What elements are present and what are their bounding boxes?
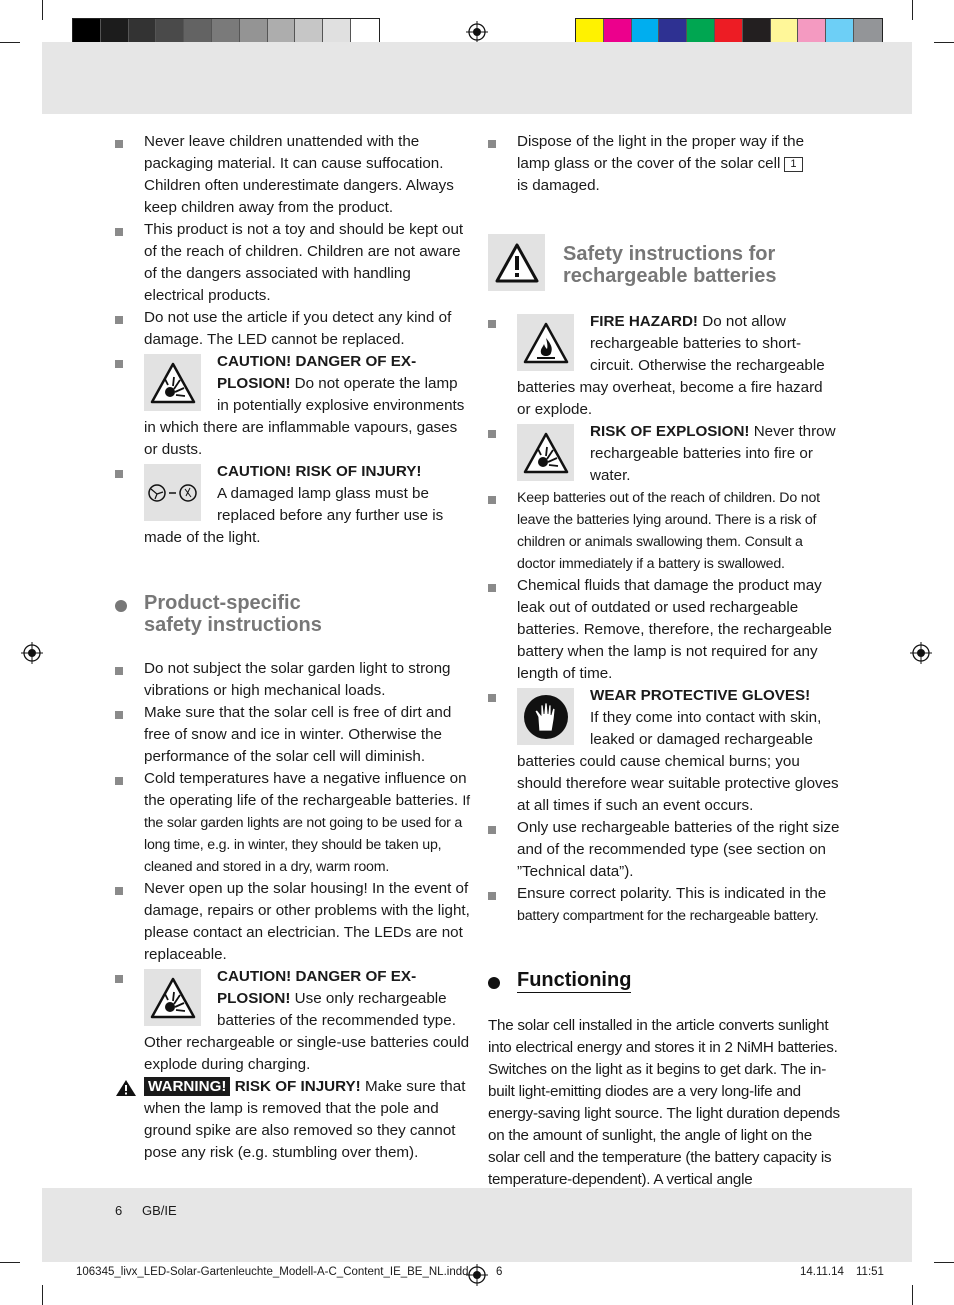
list-item xyxy=(115,658,470,702)
list-item xyxy=(488,817,840,883)
warning-triangle-icon xyxy=(115,1079,137,1097)
list-item xyxy=(488,575,840,685)
slug-page: 6 xyxy=(496,1266,503,1278)
list-item xyxy=(115,219,470,307)
page-number: 6 xyxy=(115,1203,123,1218)
list-item-text: Keep batteries out of the reach of children. Do not leave the batteries lying around. There is a risk of children or animals swallowing them. Consult a doctor immediately if a battery is swallowed. xyxy=(517,490,820,572)
caution-title: RISK OF EXPLOSION! xyxy=(590,423,750,440)
registration-mark-icon xyxy=(21,642,43,664)
caution-text: Never throw rechargeable batteries into fire or water. xyxy=(590,423,836,484)
caution-injury-item xyxy=(115,461,470,549)
caution-title: FIRE HAZARD! xyxy=(590,313,698,330)
caution-title: CAUTION! DANGER OF EX-PLOSION! xyxy=(217,353,417,392)
section-title: Safety instructions for rechargeable batteries xyxy=(563,243,777,287)
caution-text: A damaged lamp glass must be replaced before any further use is made of the light. xyxy=(144,485,444,546)
bullet-square-icon xyxy=(488,140,496,148)
caution-text: If they come into contact with skin, leaked or damaged rechargeable batteries could cause chemical burns; you should therefore wear suitable protective gloves at all times if such an event occurs. xyxy=(517,709,839,814)
caution-title: CAUTION! RISK OF INJURY! xyxy=(217,463,422,480)
caution-text: Do not operate the lamp in potentially explosive environments in which there are inflammable vapours, gases or dusts. xyxy=(144,375,465,458)
protective-gloves-item xyxy=(488,685,840,817)
bullet-square-icon xyxy=(115,140,123,148)
bullet-square-icon xyxy=(488,430,496,438)
functioning-heading xyxy=(488,969,840,993)
bullet-square-icon xyxy=(115,887,123,895)
crop-mark xyxy=(934,42,954,43)
bullet-square-icon xyxy=(488,584,496,592)
caution-text: Use only rechargeable batteries of the recommended type. Other rechargeable or single-use batteries could explode during charging. xyxy=(144,990,470,1073)
caution-explosion-item xyxy=(115,966,470,1076)
list-item xyxy=(115,878,470,966)
header-band xyxy=(42,42,912,114)
list-item-text: Only use rechargeable batteries of the right size and of the recommended type (see section on ”Technical data”). xyxy=(517,819,840,880)
list-item xyxy=(115,768,470,878)
section-title: Functioning xyxy=(517,969,632,991)
list-item-text: Never leave children unattended with the packaging material. It can cause suffocation. Children often underestimate dangers. Always keep children away from the product. xyxy=(144,133,454,216)
slug-date: 14.11.14 xyxy=(800,1266,844,1278)
section-title: Product-specific safety instructions xyxy=(144,592,322,636)
battery-safety-heading xyxy=(488,234,840,292)
explosion-warning-icon xyxy=(144,354,201,411)
crop-mark xyxy=(912,0,913,20)
list-item-text: Make sure that the solar cell is free of dirt and free of snow and ice in winter. Otherwise the performance of the solar cell will diminish. xyxy=(144,704,452,765)
bullet-square-icon xyxy=(115,360,123,368)
broken-glass-replace-icon xyxy=(144,464,201,521)
functioning-paragraph: The solar cell installed in the article converts sunlight into electrical energy and stores it in 2 NiMH batteries. Switches on the light as it begins to get dark. The in-built light-emitting diodes are a very long-life and energy-saving light source. The light duration depends on the amount of sunlight, the angle of light on the solar cell and the temperature (the battery capacity is temperature-dependent). A vertical angle xyxy=(488,1017,840,1188)
heading-dot-icon xyxy=(488,977,500,989)
bullet-square-icon xyxy=(488,826,496,834)
right-column xyxy=(488,131,840,1191)
footer-band xyxy=(42,1188,912,1262)
bullet-square-icon xyxy=(115,777,123,785)
caution-title: WEAR PROTECTIVE GLOVES! xyxy=(590,687,811,704)
explosion-warning-icon xyxy=(144,969,201,1026)
heading-dot-icon xyxy=(115,600,127,612)
bullet-square-icon xyxy=(115,975,123,983)
crop-mark xyxy=(0,42,20,43)
list-item-text: Do not use the article if you detect any kind of damage. The LED cannot be replaced. xyxy=(144,309,452,348)
list-item xyxy=(115,131,470,219)
section-heading xyxy=(115,592,470,636)
list-item-text: Cold temperatures have a negative influence on the operating life of the rechargeable batteries. xyxy=(144,770,467,809)
list-item-text: This product is not a toy and should be kept out of the reach of children. Children are not aware of the dangers associated with handling electrical products. xyxy=(144,221,464,304)
list-item-text: battery compartment for the rechargeable battery. xyxy=(517,908,819,924)
fire-hazard-item xyxy=(488,311,840,421)
list-item xyxy=(115,307,470,351)
list-item-text: Do not subject the solar garden light to strong vibrations or high mechanical loads. xyxy=(144,660,451,699)
registration-mark-icon xyxy=(910,642,932,664)
warning-text: Make sure that when the lamp is removed that the pole and ground spike are also removed so they cannot pose any risk (e.g. stumbling over them). xyxy=(144,1078,466,1161)
crop-mark xyxy=(912,1285,913,1305)
list-item-text: Ensure correct polarity. This is indicated in the xyxy=(517,885,827,902)
general-warning-icon xyxy=(488,234,545,291)
crop-mark xyxy=(42,1285,43,1305)
crop-mark xyxy=(0,1262,20,1263)
list-item-text: If the solar garden lights are not going to be used for a long time, e.g. in winter, they should be taken up, cleaned and stored in a dry, warm room. xyxy=(144,793,470,875)
bullet-square-icon xyxy=(115,316,123,324)
caution-explosion-item xyxy=(115,351,470,461)
slug-filename: 106345_livx_LED-Solar-Gartenleuchte_Modell-A-C_Content_IE_BE_NL.indd xyxy=(76,1266,469,1278)
registration-mark-icon xyxy=(466,1264,488,1286)
caution-text: Do not allow rechargeable batteries to short-circuit. Otherwise the rechargeable batteries may overheat, become a fire hazard or explode. xyxy=(517,313,825,418)
bullet-square-icon xyxy=(488,320,496,328)
crop-mark xyxy=(42,0,43,20)
warning-title: RISK OF INJURY! xyxy=(234,1078,361,1095)
explosion-risk-item xyxy=(488,421,840,487)
left-column xyxy=(115,131,470,1164)
list-item-text: Chemical fluids that damage the product may leak out of outdated or used rechargeable batteries. Remove, therefore, the rechargeable battery when the lamp is not required for any length of time. xyxy=(517,577,832,682)
bullet-square-icon xyxy=(488,694,496,702)
list-item-text: Dispose of the light in the proper way if the lamp glass or the cover of the solar cell xyxy=(517,133,805,172)
bullet-square-icon xyxy=(115,228,123,236)
bullet-square-icon xyxy=(488,496,496,504)
slug-time: 11:51 xyxy=(856,1266,884,1278)
caution-title: CAUTION! DANGER OF EX-PLOSION! xyxy=(217,968,417,1007)
protective-gloves-icon xyxy=(517,688,574,745)
warning-block xyxy=(115,1076,470,1164)
locale-label: GB/IE xyxy=(142,1203,177,1218)
registration-mark-icon xyxy=(466,21,488,43)
fire-hazard-icon xyxy=(517,314,574,371)
bullet-square-icon xyxy=(488,892,496,900)
list-item xyxy=(488,487,840,575)
bullet-square-icon xyxy=(115,711,123,719)
list-item xyxy=(115,702,470,768)
crop-mark xyxy=(934,1262,954,1263)
list-item xyxy=(488,131,840,197)
bullet-square-icon xyxy=(115,667,123,675)
warning-badge: WARNING! xyxy=(144,1077,230,1096)
part-reference-box: 1 xyxy=(784,157,802,172)
bullet-square-icon xyxy=(115,470,123,478)
list-item xyxy=(488,883,840,927)
explosion-warning-icon xyxy=(517,424,574,481)
list-item-text: is damaged. xyxy=(517,177,600,194)
list-item-text: Never open up the solar housing! In the event of damage, repairs or other problems with the light, please contact an electrician. The LEDs are not replaceable. xyxy=(144,880,470,963)
